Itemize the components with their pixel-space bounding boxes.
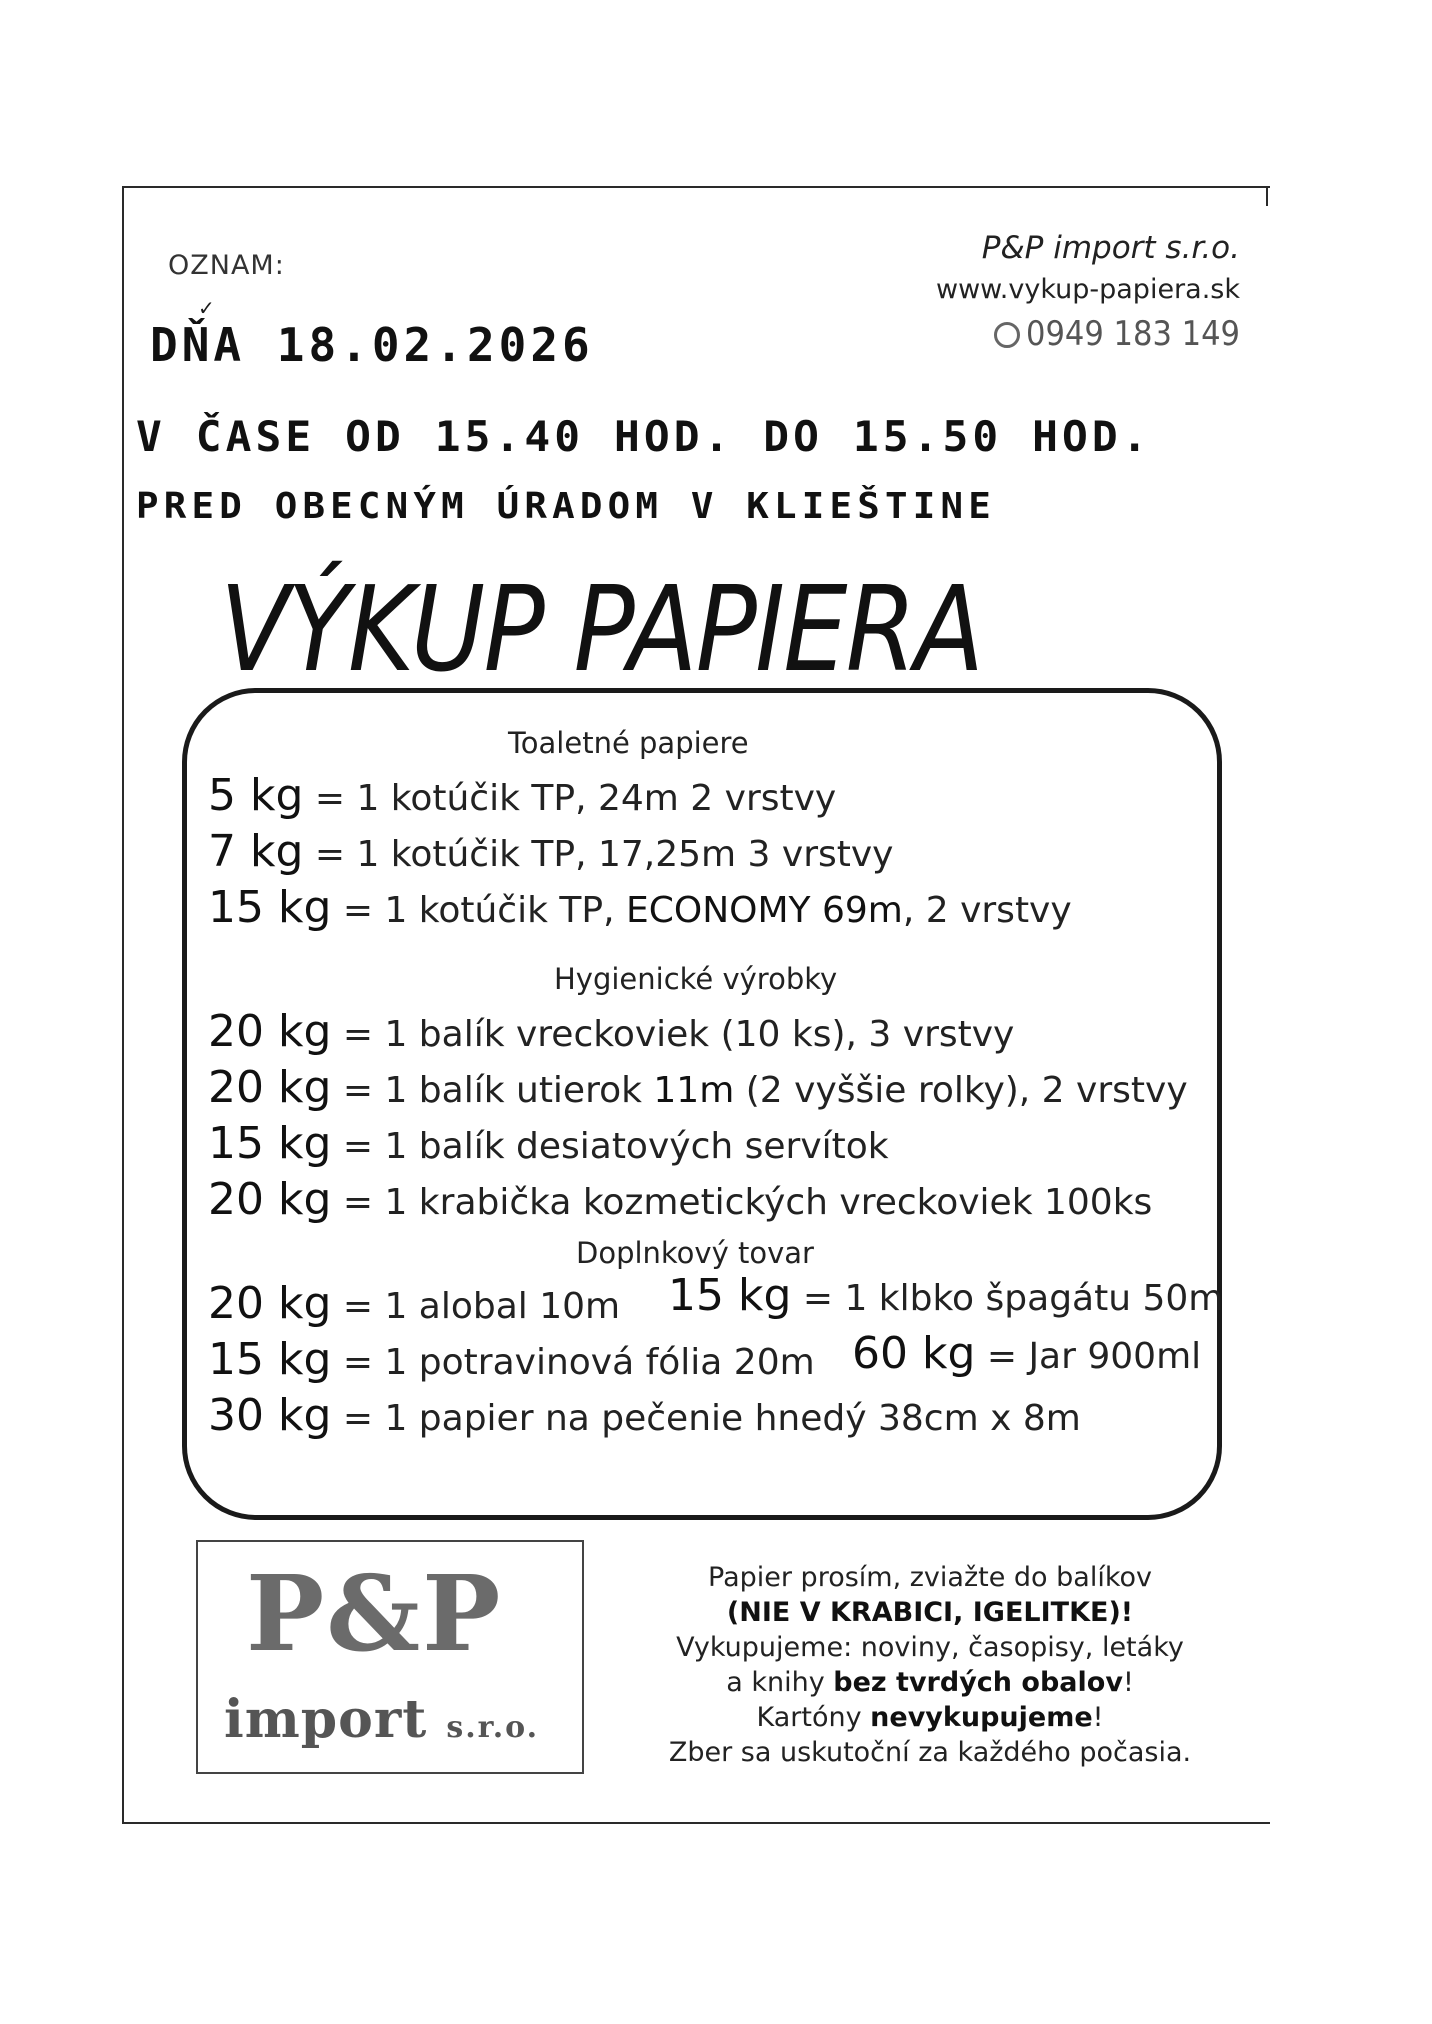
company-website: www.vykup-papiera.sk: [936, 274, 1240, 305]
row-weight: 15 kg: [208, 1334, 332, 1385]
section-title-toilet: Toaletné papiere: [508, 726, 749, 760]
price-row: [208, 1118, 889, 1169]
handwritten-place: PRED OBECNÝM ÚRADOM V KLIEŠTINE: [136, 486, 996, 527]
handwritten-date: DŇA 18.02.2026: [150, 318, 594, 372]
frame-edge: [1266, 186, 1268, 206]
row-item: = 1 krabička kozmetických vreckoviek 100ks: [331, 1182, 1153, 1223]
logo-subtitle-word: import: [224, 1689, 428, 1750]
price-row: [208, 1062, 1188, 1113]
logo-suffix: s.r.o.: [446, 1710, 540, 1745]
row-item: = 1 balík desiatových servítok: [331, 1126, 889, 1167]
row-weight: 5 kg: [208, 770, 304, 821]
note-line: Vykupujeme: noviny, časopisy, letáky: [676, 1632, 1184, 1663]
row-weight: 15 kg: [668, 1270, 792, 1321]
row-item: = Jar 900ml: [975, 1336, 1202, 1377]
price-row: [208, 1390, 1081, 1441]
phone-icon: [994, 322, 1020, 348]
price-row: [208, 882, 1072, 933]
row-weight: 7 kg: [208, 826, 304, 877]
row-item: = 1 kotúčik TP,: [331, 890, 626, 931]
row-item: = 1 alobal 10m: [331, 1286, 621, 1327]
row-item-highlight: ECONOMY 69m: [625, 890, 903, 931]
note-line: Zber sa uskutoční za každého počasia.: [668, 1737, 1192, 1768]
note-emphasis: nevykupujeme: [870, 1702, 1093, 1733]
row-item: = 1 balík utierok: [331, 1070, 654, 1111]
price-row: [208, 770, 836, 821]
phone-number: 0949 183 149: [1026, 314, 1240, 354]
row-weight: 20 kg: [208, 1278, 332, 1329]
company-phone: [860, 310, 1240, 358]
price-row: [208, 1174, 1152, 1225]
row-item: = 1 kotúčik TP, 24m 2 vrstvy: [303, 778, 837, 819]
price-row: [208, 1278, 620, 1329]
section-title-hygiene: Hygienické výrobky: [554, 962, 838, 996]
price-row: [208, 1006, 1014, 1057]
row-weight: 20 kg: [208, 1006, 332, 1057]
row-weight: 20 kg: [208, 1062, 332, 1113]
row-weight: 15 kg: [208, 1118, 332, 1169]
row-weight: 20 kg: [208, 1174, 332, 1225]
row-weight: 15 kg: [208, 882, 332, 933]
row-item: , 2 vrstvy: [902, 890, 1072, 931]
note-line: [640, 1665, 1220, 1700]
row-item: = 1 balík vreckoviek (10 ks), 3 vrstvy: [331, 1014, 1015, 1055]
row-item: (2 vyššie rolky), 2 vrstvy: [734, 1070, 1188, 1111]
price-row: [668, 1270, 1223, 1321]
notice-label: OZNAM:: [168, 250, 285, 281]
note-line: [640, 1700, 1220, 1735]
handwritten-time: V ČASE OD 15.40 HOD. DO 15.50 HOD.: [136, 412, 1152, 461]
note-text: Kartóny: [756, 1702, 871, 1733]
company-contact: [860, 226, 1240, 358]
row-item: = 1 klbko špagátu 50m: [791, 1278, 1224, 1319]
row-weight: 60 kg: [852, 1328, 976, 1379]
note-line: Papier prosím, zviažte do balíkov: [708, 1562, 1152, 1593]
note-line: [640, 1595, 1220, 1630]
logo-mark: P&P: [246, 1552, 503, 1675]
section-title-extra: Doplnkový tovar: [576, 1236, 814, 1270]
row-item: = 1 papier na pečenie hnedý 38cm x 8m: [331, 1398, 1081, 1439]
logo-subtitle: [224, 1689, 540, 1750]
price-row: [208, 826, 894, 877]
note-emphasis: (NIE V KRABICI, IGELITKE)!: [726, 1597, 1134, 1628]
note-text: !: [1122, 1667, 1134, 1698]
price-row: [208, 1334, 815, 1385]
row-weight: 30 kg: [208, 1390, 332, 1441]
page-title: VÝKUP PAPIERA: [220, 560, 983, 698]
note-emphasis: bez tvrdých obalov: [833, 1667, 1123, 1698]
date-tick-mark: ✓: [198, 296, 215, 320]
price-row: [852, 1328, 1201, 1379]
note-text: !: [1092, 1702, 1104, 1733]
row-item-highlight: 11m: [653, 1070, 735, 1111]
company-name: P&P import s.r.o.: [981, 230, 1240, 266]
row-item: = 1 kotúčik TP, 17,25m 3 vrstvy: [303, 834, 894, 875]
note-text: a knihy: [726, 1667, 834, 1698]
row-item: = 1 potravinová fólia 20m: [331, 1342, 815, 1383]
collection-notes: [640, 1560, 1220, 1770]
company-logo: [196, 1540, 584, 1774]
